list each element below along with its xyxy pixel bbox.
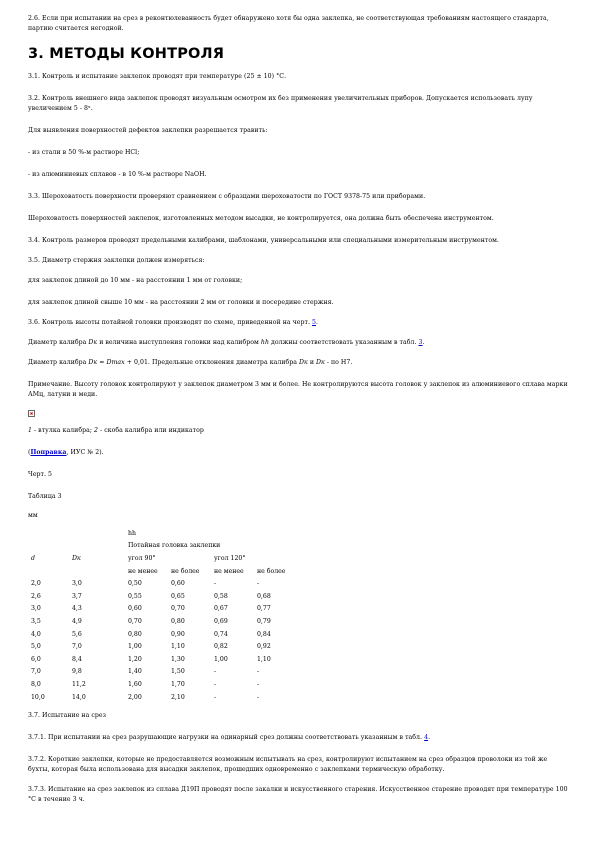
- cell-dk: 3,7: [72, 592, 82, 600]
- cell-d: 3,0: [31, 605, 41, 613]
- paragraph-caliber-1: [28, 338, 568, 348]
- caliber-2-text-c: + 0,01. Предельные отклонения диаметра калибра: [124, 359, 300, 366]
- caliber-1-text-b: и величина выступления головки над калибром: [97, 339, 261, 346]
- cell-d: 2,0: [31, 580, 41, 588]
- intro-paragraph: 2.6. Если при испытании на срез в реконтюлеванность будет обнаружено хотя бы одна заклепка, не соответствующая требованиям настоящего стандарта, партию считается негодной.: [28, 15, 549, 32]
- table-row: [28, 653, 300, 666]
- cell-hh90-min: 1,20: [128, 655, 142, 663]
- amendment-open: (: [28, 449, 31, 456]
- amendment-note: [28, 448, 568, 458]
- table-row: [28, 615, 300, 628]
- caliber-2-dk-3: Dк: [316, 359, 325, 366]
- cell-hh120-min: 0,58: [214, 592, 228, 600]
- table-row: [28, 640, 300, 653]
- paragraph-3-5-a: для заклепок длиной до 10 мм - на расстоянии 1 мм от головки;: [28, 277, 243, 284]
- caliber-2-text-e: - по Н7.: [324, 359, 353, 366]
- table-header-row: [28, 527, 300, 540]
- caption-number-1: 1: [28, 427, 32, 434]
- document-page: [28, 14, 568, 805]
- paragraph-note: Примечание. Высоту головок контролируют у заклепок диаметром 3 мм и более. Не контролируются высота головок у заклепок из алюминиевого сплава марки АМц, латуни и меди.: [28, 381, 568, 398]
- cell-d: 3,5: [31, 617, 41, 625]
- cell-dk: 9,8: [72, 668, 82, 676]
- cell-hh90-min: 1,60: [128, 680, 142, 688]
- caption-text-1: - втулка калибра;: [32, 427, 95, 434]
- header-hh: hh: [128, 529, 136, 537]
- cell-hh90-max: 0,65: [171, 592, 185, 600]
- cell-d: 10,0: [31, 693, 45, 701]
- cell-hh120-max: 0,68: [257, 592, 271, 600]
- paragraph-3-7-1: [28, 733, 568, 743]
- header-not-more-120: не более: [257, 567, 286, 575]
- table-header-row: [28, 540, 300, 553]
- paragraph-3-7: 3.7. Испытание на срез: [28, 712, 107, 720]
- drawing-5-link[interactable]: 5: [312, 319, 316, 326]
- cell-hh120-min: -: [214, 680, 217, 688]
- paragraph-3-5: 3.5. Диаметр стержня заклепки должен измеряться:: [28, 257, 205, 264]
- cell-dk: 3,0: [72, 580, 82, 588]
- cell-d: 8,0: [31, 680, 41, 688]
- amendment-rest: , ИУС № 2).: [66, 449, 104, 456]
- cell-hh120-min: 0,74: [214, 630, 228, 638]
- paragraph-3-6: [28, 318, 568, 328]
- caption-text-2: - скоба калибра или индикатор: [98, 427, 204, 434]
- cell-hh90-min: 0,80: [128, 630, 142, 638]
- cell-dk: 11,2: [72, 680, 86, 688]
- cell-dk: 4,9: [72, 617, 82, 625]
- cell-hh120-min: 0,67: [214, 605, 228, 613]
- cell-hh90-min: 1,00: [128, 643, 142, 651]
- caliber-2-text-a: Диаметр калибра: [28, 359, 89, 366]
- cell-d: 6,0: [31, 655, 41, 663]
- cell-d: 2,6: [31, 592, 41, 600]
- paragraph-3-3: 3.3. Шероховатость поверхности проверяют сравнением с образцами шероховатости по ГОСТ 9378-75 или приборами.: [28, 193, 426, 200]
- caliber-2-text-d: и: [307, 359, 317, 366]
- paragraph-defects-al: - из алюминиевых сплавов - в 10 %-м растворе NaOH.: [28, 171, 207, 178]
- cell-hh90-min: 0,60: [128, 605, 142, 613]
- caliber-2-dk-2: Dк: [299, 359, 308, 366]
- table-row: [28, 577, 300, 590]
- table-label: Таблица 3: [28, 493, 62, 500]
- caliber-1-text-d: .: [422, 339, 425, 346]
- paragraph-3-7-2: 3.7.2. Короткие заклепки, которые не предоставляется возможным испытывать на срез, контролируют испытанием на срез образцов проволоки из той же бухты, которая была использована для высадки заклепок, прошедших одновременно с заклепками термическую обработку.: [28, 756, 548, 774]
- header-d: d: [31, 554, 35, 562]
- dimensions-table: [28, 527, 300, 703]
- table-row: [28, 590, 300, 603]
- paragraph-caliber-2: [28, 358, 568, 368]
- cell-dk: 7,0: [72, 643, 82, 651]
- cell-hh120-max: -: [257, 580, 260, 588]
- drawing-label: Черт. 5: [28, 471, 53, 478]
- cell-hh120-max: -: [257, 680, 260, 688]
- paragraph-3-7-1-text: 3.7.1. При испытании на срез разрушающие нагрузки на одинарный срез должны соответствовать указанным в табл.: [28, 734, 425, 742]
- cell-hh90-max: 0,80: [171, 617, 185, 625]
- paragraph-3-4: 3.4. Контроль размеров проводят предельными калибрами, шаблонами, универсальными или специальными измерительным инструментом.: [28, 237, 499, 244]
- table-4-link[interactable]: 4: [424, 734, 429, 742]
- caliber-1-text-a: Диаметр калибра: [28, 339, 89, 346]
- paragraph-defects-steel: - из стали в 50 %-м растворе HCl;: [28, 149, 140, 156]
- cell-hh120-max: -: [257, 693, 260, 701]
- table-row: [28, 628, 300, 641]
- cell-hh120-max: 1,10: [257, 655, 271, 663]
- cell-hh120-min: -: [214, 693, 217, 701]
- head-protrusion-symbol: hh: [260, 339, 269, 346]
- cell-hh90-min: 0,55: [128, 592, 142, 600]
- header-not-less-120: не менее: [214, 567, 244, 575]
- header-dk: Dк: [72, 554, 81, 562]
- cell-hh90-min: 1,40: [128, 668, 142, 676]
- cell-hh90-max: 1,30: [171, 655, 185, 663]
- table-3-link[interactable]: 3: [418, 339, 423, 346]
- cell-hh120-max: 0,77: [257, 605, 271, 613]
- paragraph-roughness-note: Шероховатость поверхностей заклепок, изготовленных методом высадки, не контролируется, она должна быть обеспечена инструментом.: [28, 215, 494, 222]
- table-row: [28, 666, 300, 679]
- cell-hh120-max: 0,79: [257, 617, 271, 625]
- section-title: 3. МЕТОДЫ КОНТРОЛЯ: [28, 46, 225, 62]
- cell-hh120-max: 0,84: [257, 630, 271, 638]
- figure-caption: [28, 426, 568, 436]
- cell-hh90-max: 1,70: [171, 680, 185, 688]
- cell-dk: 4,3: [72, 605, 82, 613]
- paragraph-3-5-b: для заклепок длиной свыше 10 мм - на расстоянии 2 мм от головки и посередине стержня.: [28, 299, 334, 306]
- cell-hh120-max: 0,92: [257, 643, 271, 651]
- paragraph-3-2: 3.2. Контроль внешнего вида заклепок проводят визуальным осмотром их без применения увеличительных приборов. Допускается использовать лупу увеличением 5 - 8ˣ.: [28, 95, 533, 112]
- cell-hh90-max: 1,10: [171, 643, 185, 651]
- paragraph-defects-intro: Для выявления поверхностей дефектов заклепки разрешается травить:: [28, 127, 268, 134]
- cell-hh90-max: 1,50: [171, 668, 185, 676]
- cell-dk: 5,6: [72, 630, 82, 638]
- cell-hh90-min: 2,00: [128, 693, 142, 701]
- header-not-more-90: не более: [171, 567, 200, 575]
- caliber-1-text-c: должны соответствовать указанным в табл.: [269, 339, 419, 346]
- table-row: [28, 603, 300, 616]
- caliber-2-dmax: Dmax: [106, 359, 125, 366]
- table-header-row: [28, 552, 300, 565]
- paragraph-3-6-text: 3.6. Контроль высоты потайной головки производят по схеме, приведенной на черт.: [28, 319, 312, 326]
- cell-hh90-max: 0,90: [171, 630, 185, 638]
- cell-dk: 8,4: [72, 655, 82, 663]
- cell-hh90-max: 2,10: [171, 693, 185, 701]
- paragraph-3-6-end: .: [316, 319, 319, 326]
- cell-hh120-max: -: [257, 668, 260, 676]
- cell-d: 5,0: [31, 643, 41, 651]
- header-not-less-90: не менее: [128, 567, 158, 575]
- caliber-2-dk: Dк: [88, 359, 98, 366]
- cell-hh120-min: -: [214, 668, 217, 676]
- table-unit: мм: [28, 512, 38, 519]
- cell-hh120-min: 0,69: [214, 617, 228, 625]
- cell-hh90-min: 0,50: [128, 580, 142, 588]
- cell-hh120-min: -: [214, 580, 217, 588]
- paragraph-3-7-1-end: .: [428, 734, 431, 742]
- caliber-2-text-b: =: [97, 359, 107, 366]
- cell-hh90-max: 0,60: [171, 580, 185, 588]
- amendment-link[interactable]: Поправка: [30, 449, 67, 456]
- cell-hh120-min: 1,00: [214, 655, 228, 663]
- caliber-diameter-symbol: Dк: [88, 339, 98, 346]
- cell-hh90-min: 0,70: [128, 617, 142, 625]
- broken-image-icon: [28, 410, 35, 417]
- header-countersunk-head: Потайная головка заклепки: [128, 542, 221, 550]
- header-angle-90: угол 90°: [128, 554, 156, 562]
- cell-hh120-min: 0,82: [214, 643, 228, 651]
- cell-hh90-max: 0,70: [171, 605, 185, 613]
- caption-number-2: 2: [94, 427, 99, 434]
- table-row: [28, 691, 300, 704]
- paragraph-3-1: 3.1. Контроль и испытание заклепок проводят при температуре (25 ± 10) °С.: [28, 73, 287, 80]
- cell-dk: 14,0: [72, 693, 86, 701]
- header-angle-120: угол 120°: [214, 554, 246, 562]
- table-row: [28, 678, 300, 691]
- cell-d: 7,0: [31, 668, 41, 676]
- cell-d: 4,0: [31, 630, 41, 638]
- table-header-row: [28, 565, 300, 578]
- paragraph-3-7-3: 3.7.3. Испытание на срез заклепок из сплава Д19П проводят после закалки и искусственного старения. Искусственное старение проводят при температуре 100 °С в течение 3 ч.: [28, 786, 568, 804]
